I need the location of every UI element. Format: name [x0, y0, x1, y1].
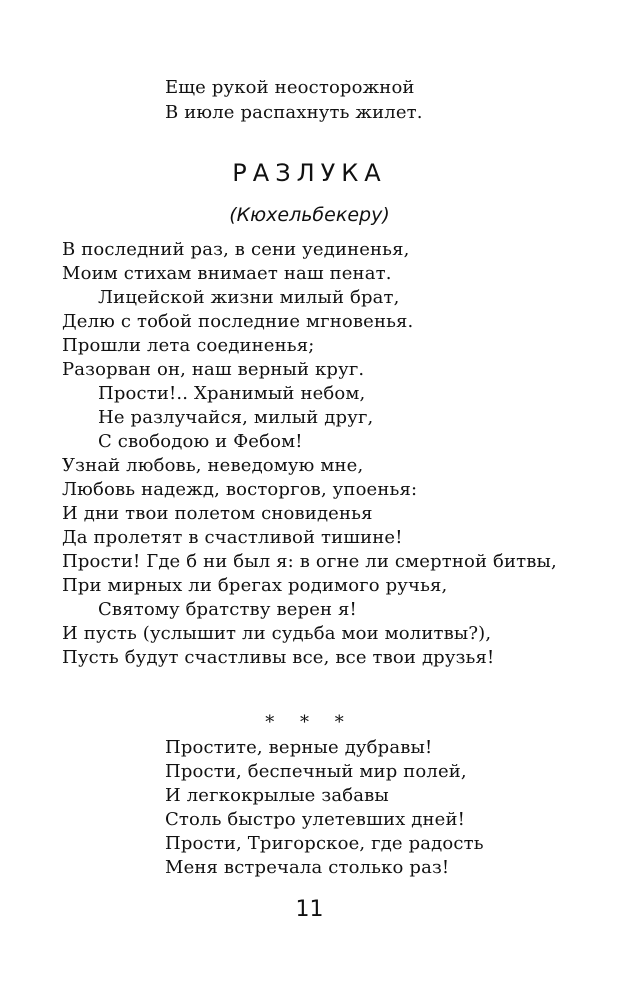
fragment-line: Еще рукой неосторожной: [165, 77, 415, 98]
poem-line: В последний раз, в сени уединенья,: [62, 239, 410, 260]
poem-line: И пусть (услышит ли судьба мои молитвы?),: [62, 623, 492, 644]
poem-line: Любовь надежд, восторгов, упоенья:: [62, 479, 418, 500]
poem-line: Лицейской жизни милый брат,: [98, 287, 400, 308]
poem-title: РАЗЛУКА: [232, 159, 387, 187]
poem-line: Моим стихам внимает наш пенат.: [62, 263, 392, 284]
next-poem-line: Простите, верные дубравы!: [165, 737, 433, 758]
poem-line: Прости!.. Хранимый небом,: [98, 383, 366, 404]
poem-line: Прошли лета соединенья;: [62, 335, 315, 356]
poem-line: Делю с тобой последние мгновенья.: [62, 311, 414, 332]
poem-line: Да пролетят в счастливой тишине!: [62, 527, 403, 548]
poem-line: С свободою и Фебом!: [98, 431, 303, 452]
next-poem-line: Меня встречала столько раз!: [165, 857, 450, 878]
fragment-line: В июле распахнуть жилет.: [165, 102, 423, 123]
next-poem-line: Столь быстро улетевших дней!: [165, 809, 465, 830]
section-separator: * * *: [265, 712, 354, 733]
next-poem-line: Прости, беспечный мир полей,: [165, 761, 467, 782]
poem-line: Прости! Где б ни был я: в огне ли смертной битвы,: [62, 551, 557, 572]
poem-line: И дни твои полетом сновиденья: [62, 503, 373, 524]
poem-line: Разорван он, наш верный круг.: [62, 359, 365, 380]
next-poem-line: И легкокрылые забавы: [165, 785, 389, 806]
poem-dedication: (Кюхельбекеру): [229, 204, 390, 226]
poem-line: Святому братству верен я!: [98, 599, 357, 620]
poem-line: Пусть будут счастливы все, все твои друзья!: [62, 647, 495, 668]
next-poem-line: Прости, Тригорское, где радость: [165, 833, 484, 854]
poem-line: При мирных ли брегах родимого ручья,: [62, 575, 448, 596]
poem-line: Узнай любовь, неведомую мне,: [62, 455, 364, 476]
page-number: 11: [295, 897, 324, 922]
poem-line: Не разлучайся, милый друг,: [98, 407, 374, 428]
